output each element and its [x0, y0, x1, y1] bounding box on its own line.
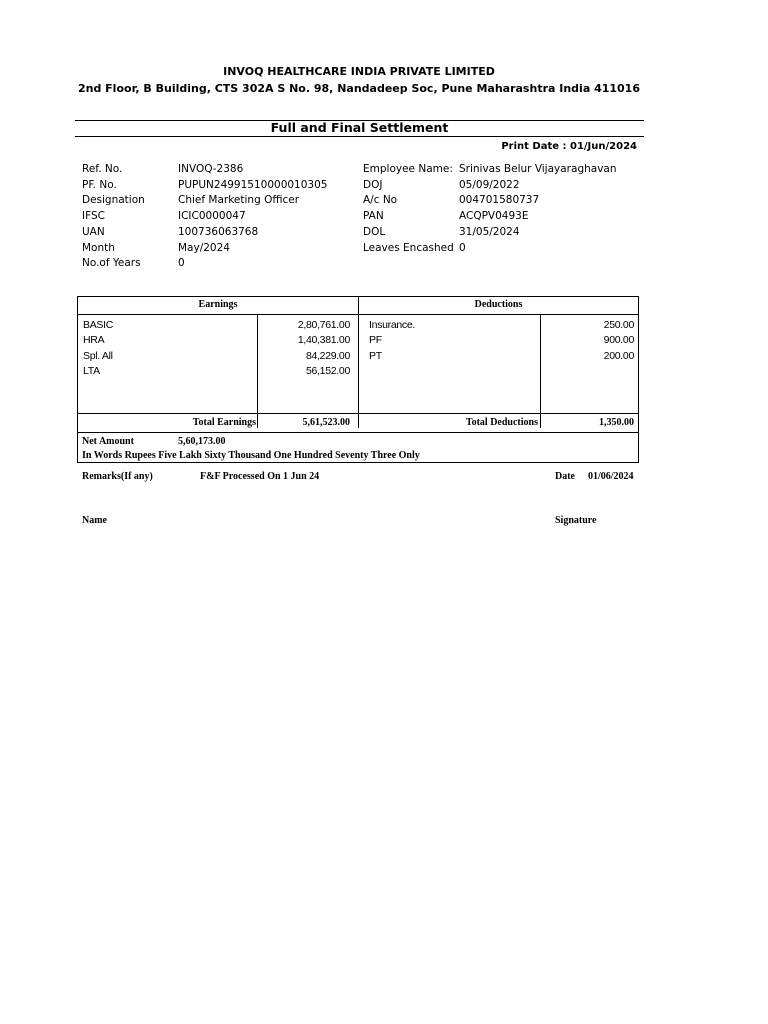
- total-deductions-label: Total Deductions: [465, 417, 538, 428]
- earnings-header: Earnings: [198, 299, 238, 310]
- deduction-name: PT: [369, 349, 382, 362]
- deduction-name: Insurance.: [369, 319, 416, 331]
- total-earnings-label: Total Earnings: [192, 417, 256, 428]
- table-totals-rule: [78, 413, 638, 414]
- details-left-labels: [82, 162, 145, 272]
- detail-value: 31/05/2024: [459, 225, 520, 238]
- detail-label: IFSC: [82, 210, 105, 223]
- detail-value: May/2024: [178, 241, 230, 254]
- earning-name: BASIC: [83, 319, 114, 331]
- print-date: Print Date : 01/Jun/2024: [501, 141, 637, 152]
- earning-amount: 56,152.00: [305, 364, 350, 377]
- details-left-values: [178, 162, 327, 272]
- detail-value: 0: [178, 257, 185, 270]
- earning-amount: 1,40,381.00: [297, 334, 350, 347]
- deductions-names: [369, 318, 415, 364]
- detail-label: Designation: [82, 194, 145, 207]
- detail-value: ICIC0000047: [178, 210, 246, 223]
- detail-label: DOL: [363, 225, 386, 238]
- deductions-header: Deductions: [474, 299, 523, 310]
- deduction-amount: 250.00: [603, 319, 634, 331]
- company-address: 2nd Floor, B Building, CTS 302A S No. 98, Nandadeep Soc, Pune Maharashtra India 411016: [77, 82, 640, 95]
- earning-name: LTA: [83, 364, 100, 377]
- remarks-label: Remarks(If any): [82, 471, 153, 482]
- document-title: Full and Final Settlement: [270, 120, 449, 135]
- detail-value: 0: [459, 241, 466, 254]
- company-name: INVOQ HEALTHCARE INDIA PRIVATE LIMITED: [223, 65, 495, 78]
- deduction-amount: 200.00: [603, 349, 634, 362]
- name-label: Name: [82, 515, 107, 526]
- details-right-labels: [363, 162, 454, 256]
- date-value: 01/06/2024: [588, 471, 634, 482]
- earning-amount: 84,229.00: [305, 349, 350, 362]
- details-right-values: [459, 162, 617, 256]
- detail-value: Srinivas Belur Vijayaraghavan: [459, 163, 617, 175]
- net-amount-label: Net Amount: [82, 436, 134, 447]
- table-divider-center: [358, 297, 359, 428]
- net-amount-value: 5,60,173.00: [178, 436, 226, 447]
- deductions-amounts: [541, 318, 634, 364]
- earning-amount: 2,80,761.00: [297, 319, 350, 331]
- detail-label: Ref. No.: [82, 163, 123, 175]
- earnings-amounts: [258, 318, 350, 379]
- detail-value: ACQPV0493E: [459, 210, 529, 223]
- earning-name: HRA: [83, 334, 105, 347]
- detail-label: UAN: [82, 225, 105, 238]
- detail-label: A/c No: [363, 194, 398, 207]
- detail-value: Chief Marketing Officer: [178, 194, 300, 207]
- detail-value: INVOQ-2386: [178, 163, 244, 175]
- detail-label: No.of Years: [82, 257, 141, 270]
- remarks-value: F&F Processed On 1 Jun 24: [200, 471, 320, 482]
- detail-label: Leaves Encashed: [363, 241, 454, 254]
- detail-value: PUPUN24991510000010305: [178, 178, 328, 191]
- date-label: Date: [555, 471, 575, 482]
- deduction-amount: 900.00: [603, 334, 634, 347]
- detail-value: 100736063768: [178, 225, 259, 238]
- earnings-deductions-table: [77, 296, 639, 463]
- title-bottom-rule: [75, 136, 644, 137]
- detail-label: Employee Name:: [363, 163, 453, 175]
- detail-value: 05/09/2022: [459, 178, 520, 191]
- detail-label: PF. No.: [82, 178, 117, 191]
- total-deductions-value: 1,350.00: [599, 417, 634, 428]
- detail-label: PAN: [363, 210, 384, 223]
- deduction-name: PF: [369, 334, 382, 347]
- earnings-names: [83, 318, 113, 379]
- earning-name: Spl. All: [83, 349, 113, 362]
- table-net-rule: [78, 432, 638, 433]
- net-amount-in-words: In Words Rupees Five Lakh Sixty Thousand One Hundred Seventy Three Only: [82, 450, 420, 461]
- table-header-rule: [78, 314, 638, 315]
- signature-label: Signature: [555, 515, 597, 526]
- detail-value: 004701580737: [459, 194, 540, 207]
- total-earnings-value: 5,61,523.00: [302, 417, 350, 428]
- detail-label: Month: [82, 241, 115, 254]
- detail-label: DOJ: [363, 178, 383, 191]
